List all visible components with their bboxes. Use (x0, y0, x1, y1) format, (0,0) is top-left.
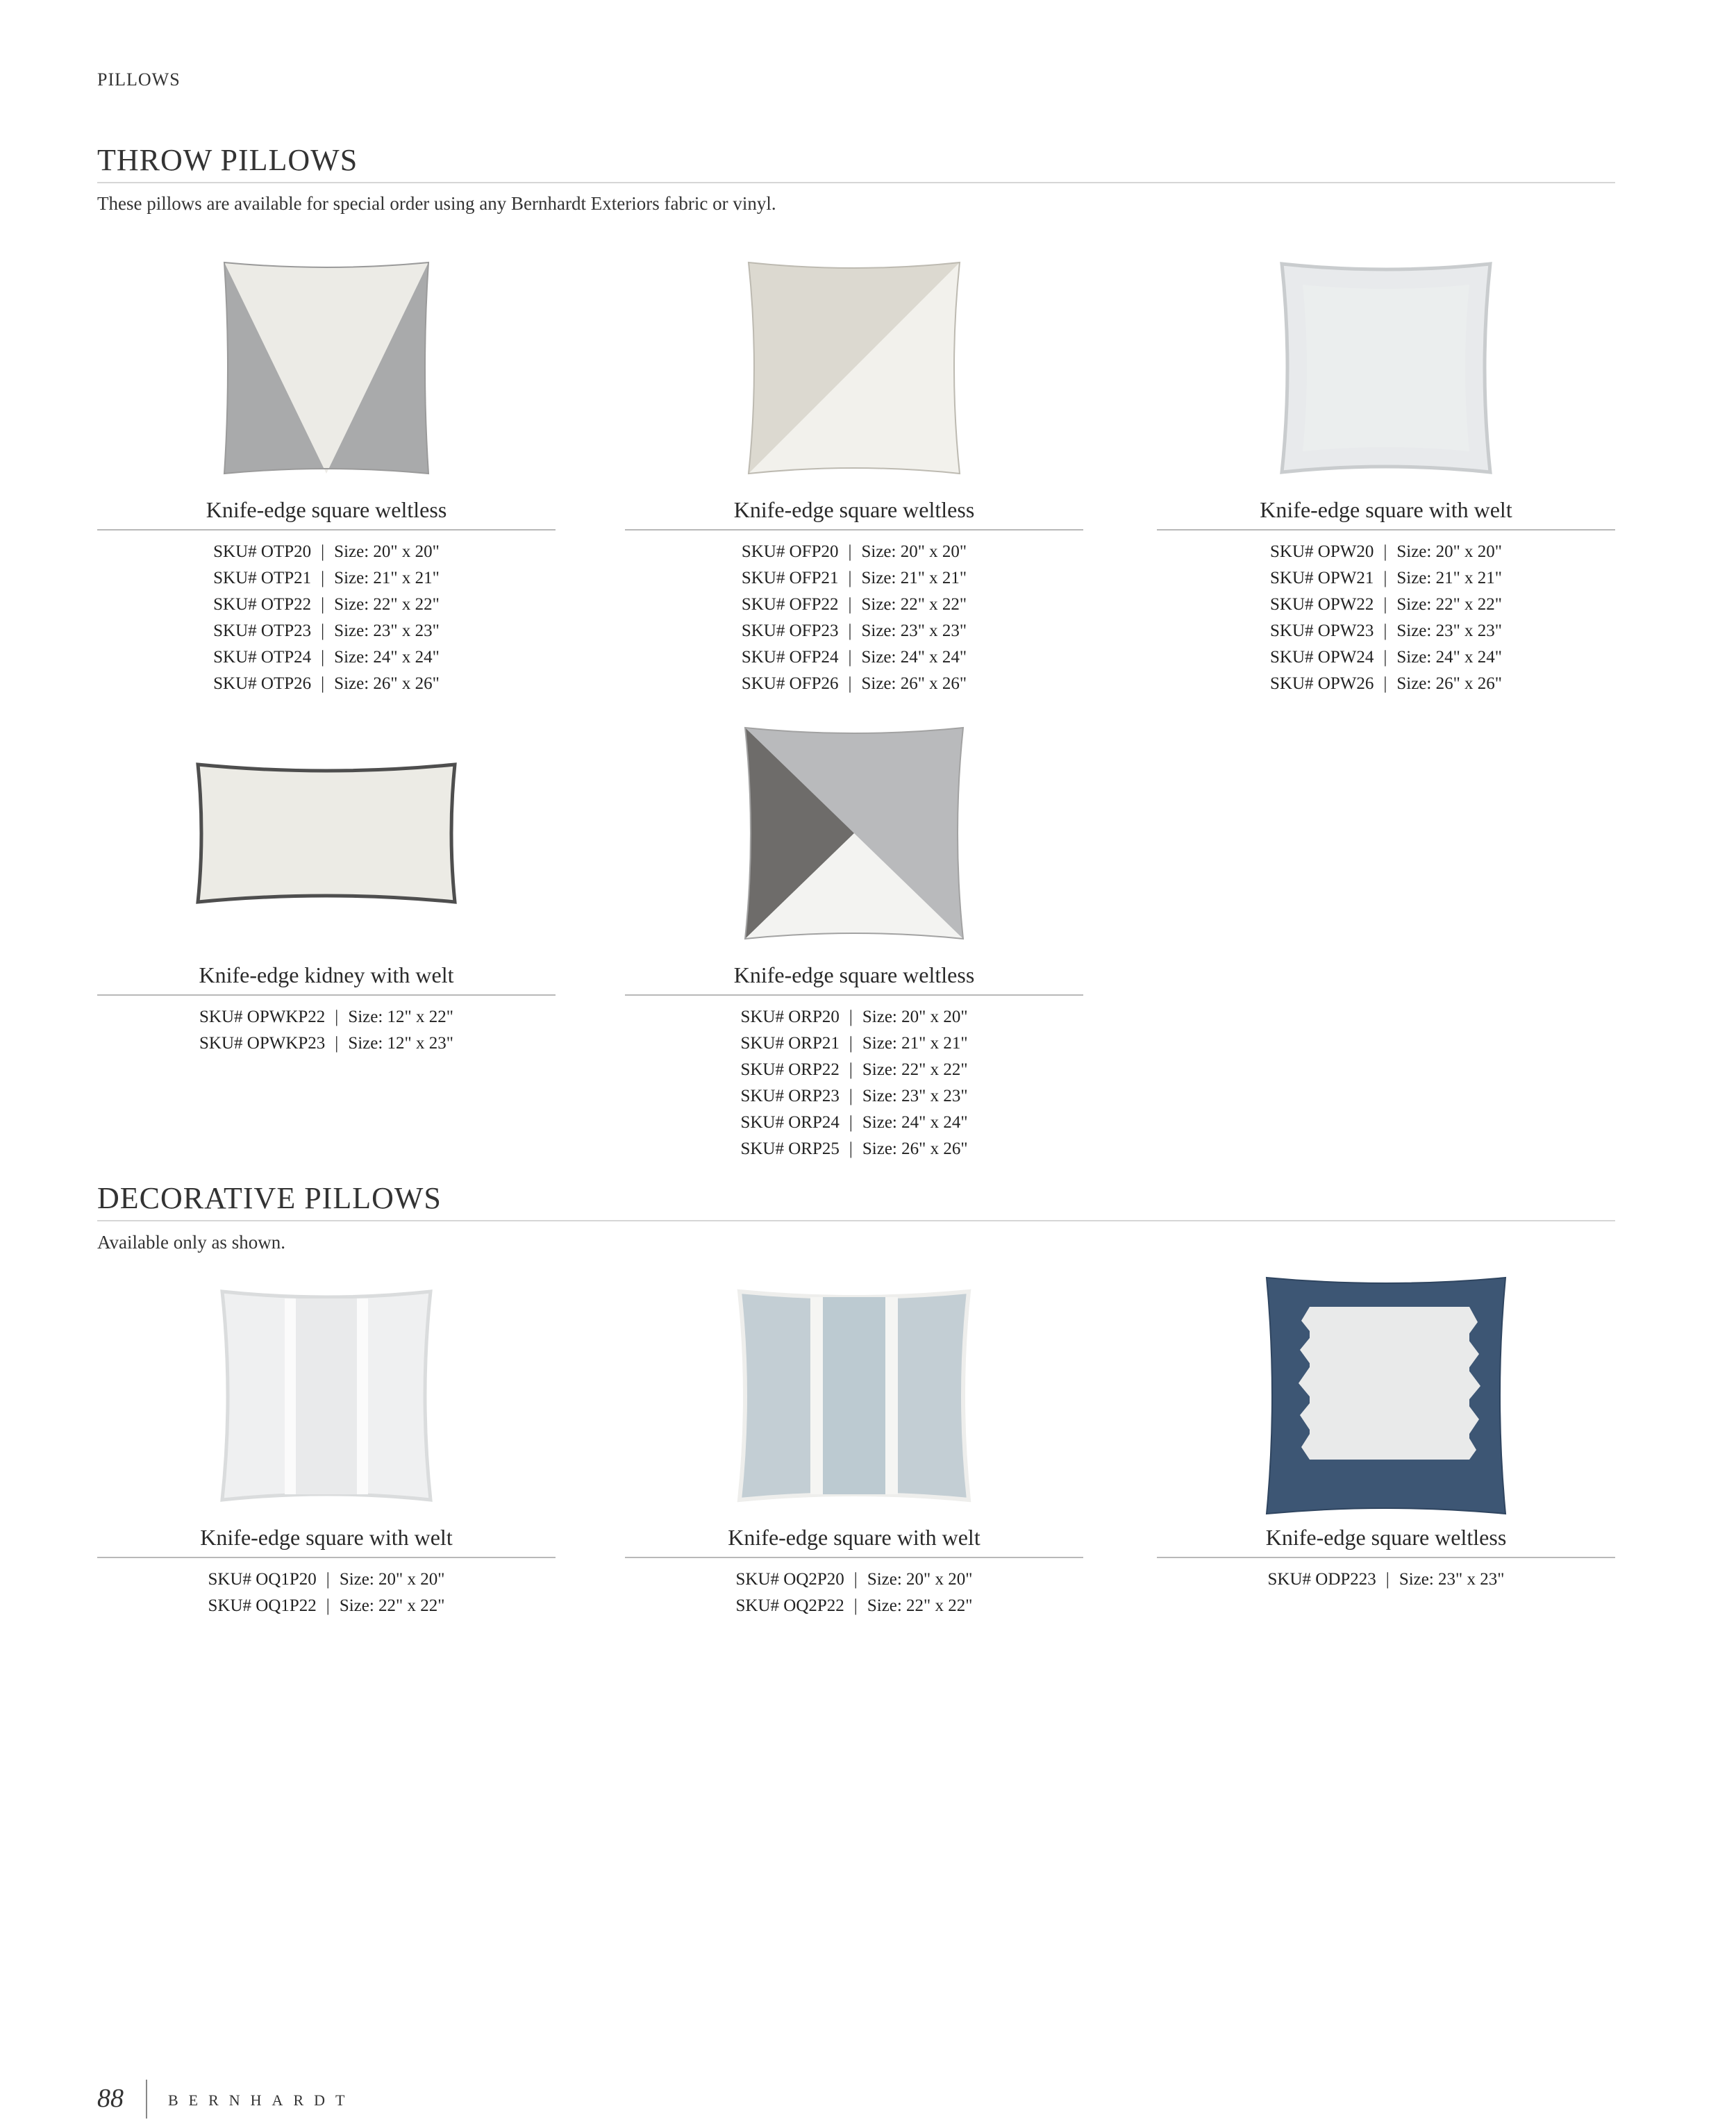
separator: | (321, 621, 325, 640)
separator: | (1383, 621, 1387, 640)
brand-wordmark: BERNHARDT (168, 2091, 356, 2109)
throw-pillows-title: THROW PILLOWS (97, 143, 358, 177)
sku-row (625, 644, 1083, 671)
pillow-ikat-navy-icon (1261, 1272, 1511, 1519)
product-rule (97, 1557, 556, 1558)
sku-row (625, 539, 1083, 565)
product-name: Knife-edge square with welt (200, 1525, 453, 1550)
sku-size: Size: 26" x 26" (861, 674, 967, 693)
sku-code: SKU# OTP23 (213, 621, 312, 640)
sku-code: SKU# OPWKP23 (199, 1034, 326, 1053)
pillow-image-oq2p (625, 1278, 1083, 1514)
sku-code: SKU# OTP24 (213, 648, 312, 667)
sku-row (1157, 1567, 1615, 1593)
separator: | (1383, 569, 1387, 587)
sku-code: SKU# OPW26 (1270, 674, 1374, 693)
separator: | (848, 569, 852, 587)
separator: | (848, 648, 852, 667)
separator: | (848, 674, 852, 693)
sku-row (1157, 618, 1615, 644)
separator: | (321, 648, 325, 667)
separator: | (849, 1060, 853, 1079)
separator: | (849, 1139, 853, 1158)
pillow-image-orp (625, 715, 1083, 951)
sku-code: SKU# ORP21 (740, 1034, 840, 1053)
separator: | (321, 542, 325, 561)
sku-row (625, 671, 1083, 697)
sku-code: SKU# OPW23 (1270, 621, 1374, 640)
sku-size: Size: 20" x 20" (334, 542, 440, 561)
sku-code: SKU# ORP25 (740, 1139, 840, 1158)
page-kicker: PILLOWS (97, 69, 181, 90)
pillow-diagonal-icon (743, 257, 965, 479)
pillow-kidney-icon (191, 753, 462, 913)
sku-row (97, 1567, 556, 1593)
sku-row (625, 1083, 1083, 1110)
decorative-pillows-title: DECORATIVE PILLOWS (97, 1181, 442, 1215)
separator: | (335, 1034, 339, 1053)
sku-row (1157, 671, 1615, 697)
sku-code: SKU# ORP20 (740, 1008, 840, 1026)
separator: | (321, 595, 325, 614)
pillow-striped-white-icon (215, 1285, 437, 1507)
sku-size: Size: 24" x 24" (861, 648, 967, 667)
sku-list (625, 1004, 1083, 1162)
sku-code: SKU# OTP22 (213, 595, 312, 614)
throw-pillows-rule (97, 182, 1615, 183)
sku-size: Size: 21" x 21" (334, 569, 440, 587)
pillow-triangle-panel-icon (740, 722, 969, 944)
separator: | (321, 569, 325, 587)
product-orp[interactable] (625, 715, 1083, 1162)
sku-size: Size: 22" x 22" (334, 595, 440, 614)
sku-code: SKU# ORP24 (740, 1113, 840, 1132)
sku-code: SKU# ORP22 (740, 1060, 840, 1079)
sku-row (625, 1004, 1083, 1030)
sku-code: SKU# OQ2P22 (735, 1596, 844, 1615)
separator: | (1383, 542, 1387, 561)
sku-code: SKU# ODP223 (1267, 1570, 1376, 1589)
separator: | (848, 595, 852, 614)
sku-list (97, 1004, 556, 1057)
sku-size: Size: 23" x 23" (1396, 621, 1502, 640)
sku-code: SKU# OPW22 (1270, 595, 1374, 614)
sku-code: SKU# OQ1P20 (208, 1570, 317, 1589)
footer-divider (146, 2080, 147, 2119)
sku-code: SKU# OFP20 (741, 542, 839, 561)
separator: | (321, 674, 325, 693)
sku-size: Size: 20" x 20" (862, 1008, 968, 1026)
sku-row (97, 592, 556, 618)
sku-size: Size: 12" x 23" (348, 1034, 453, 1053)
product-oq2p[interactable] (625, 1278, 1083, 1619)
pillow-welt-icon (1275, 257, 1497, 479)
sku-code: SKU# OFP21 (741, 569, 839, 587)
product-name: Knife-edge square weltless (733, 497, 975, 522)
product-name: Knife-edge kidney with welt (199, 962, 454, 987)
sku-row (1157, 539, 1615, 565)
pillow-image-ofp (625, 250, 1083, 486)
separator: | (335, 1008, 339, 1026)
decorative-pillows-subtitle: Available only as shown. (97, 1232, 285, 1253)
product-rule (1157, 529, 1615, 530)
sku-size: Size: 24" x 24" (334, 648, 440, 667)
product-rule (625, 1557, 1083, 1558)
pillow-image-opw (1157, 250, 1615, 486)
separator: | (849, 1008, 853, 1026)
sku-size: Size: 12" x 22" (348, 1008, 453, 1026)
product-rule (97, 994, 556, 996)
separator: | (849, 1087, 853, 1105)
product-name: Knife-edge square with welt (728, 1525, 980, 1550)
sku-size: Size: 23" x 23" (334, 621, 440, 640)
sku-row (625, 618, 1083, 644)
separator: | (848, 542, 852, 561)
decorative-pillows-rule (97, 1220, 1615, 1221)
sku-row (625, 592, 1083, 618)
sku-row (1157, 592, 1615, 618)
sku-size: Size: 22" x 22" (861, 595, 967, 614)
sku-code: SKU# OPWKP22 (199, 1008, 326, 1026)
separator: | (1383, 595, 1387, 614)
sku-list (625, 539, 1083, 697)
sku-size: Size: 20" x 20" (339, 1570, 445, 1589)
pillow-v-panel-icon (219, 257, 434, 479)
sku-size: Size: 22" x 22" (1396, 595, 1502, 614)
product-rule (1157, 1557, 1615, 1558)
sku-size: Size: 26" x 26" (1396, 674, 1502, 693)
sku-code: SKU# OQ1P22 (208, 1596, 317, 1615)
product-name: Knife-edge square with welt (1260, 497, 1512, 522)
product-name: Knife-edge square weltless (1265, 1525, 1507, 1550)
sku-size: Size: 22" x 22" (339, 1596, 445, 1615)
product-rule (97, 529, 556, 530)
sku-row (625, 1136, 1083, 1162)
sku-list (1157, 539, 1615, 697)
sku-size: Size: 22" x 22" (867, 1596, 973, 1615)
separator: | (853, 1596, 858, 1615)
sku-row (97, 539, 556, 565)
sku-list (625, 1567, 1083, 1619)
sku-size: Size: 21" x 21" (1396, 569, 1502, 587)
separator: | (849, 1113, 853, 1132)
sku-code: SKU# OTP21 (213, 569, 312, 587)
product-rule (625, 529, 1083, 530)
sku-row (1157, 565, 1615, 592)
sku-size: Size: 21" x 21" (862, 1034, 968, 1053)
sku-code: SKU# OFP24 (741, 648, 839, 667)
sku-list (97, 539, 556, 697)
sku-list (1157, 1567, 1615, 1593)
sku-row (97, 1593, 556, 1619)
sku-size: Size: 23" x 23" (862, 1087, 968, 1105)
sku-size: Size: 24" x 24" (1396, 648, 1502, 667)
product-otp[interactable] (97, 250, 556, 697)
sku-row (97, 644, 556, 671)
sku-row (97, 1004, 556, 1030)
throw-pillows-subtitle: These pillows are available for special order using any Bernhardt Exteriors fabric or vinyl. (97, 193, 776, 214)
product-ofp[interactable] (625, 250, 1083, 697)
sku-code: SKU# OTP20 (213, 542, 312, 561)
sku-code: SKU# OFP22 (741, 595, 839, 614)
sku-row (625, 1057, 1083, 1083)
sku-size: Size: 20" x 20" (1396, 542, 1502, 561)
separator: | (848, 621, 852, 640)
sku-code: SKU# OFP26 (741, 674, 839, 693)
page-number: 88 (97, 2084, 124, 2113)
product-rule (625, 994, 1083, 996)
sku-size: Size: 23" x 23" (1399, 1570, 1505, 1589)
product-name: Knife-edge square weltless (206, 497, 447, 522)
pillow-image-otp (97, 250, 556, 486)
sku-code: SKU# OTP26 (213, 674, 312, 693)
sku-size: Size: 20" x 20" (867, 1570, 973, 1589)
sku-code: SKU# OQ2P20 (735, 1570, 844, 1589)
product-opw[interactable] (1157, 250, 1615, 697)
sku-size: Size: 26" x 26" (862, 1139, 968, 1158)
sku-size: Size: 26" x 26" (334, 674, 440, 693)
pillow-image-odp (1157, 1278, 1615, 1514)
sku-code: SKU# ORP23 (740, 1087, 840, 1105)
product-opwkp[interactable] (97, 715, 556, 1057)
sku-code: SKU# OPW21 (1270, 569, 1374, 587)
sku-row (97, 671, 556, 697)
product-oq1p[interactable] (97, 1278, 556, 1619)
sku-size: Size: 22" x 22" (862, 1060, 968, 1079)
sku-row (625, 1030, 1083, 1057)
sku-row (625, 1593, 1083, 1619)
sku-code: SKU# OFP23 (741, 621, 839, 640)
sku-row (97, 1030, 556, 1057)
pillow-striped-blue-icon (733, 1285, 976, 1507)
sku-size: Size: 20" x 20" (861, 542, 967, 561)
sku-row (625, 1567, 1083, 1593)
pillow-image-opwkp (97, 715, 556, 951)
sku-row (97, 565, 556, 592)
sku-row (625, 565, 1083, 592)
sku-list (97, 1567, 556, 1619)
separator: | (1383, 648, 1387, 667)
separator: | (849, 1034, 853, 1053)
sku-size: Size: 24" x 24" (862, 1113, 968, 1132)
pillow-image-oq1p (97, 1278, 556, 1514)
separator: | (326, 1570, 330, 1589)
sku-row (625, 1110, 1083, 1136)
separator: | (326, 1596, 330, 1615)
separator: | (1383, 674, 1387, 693)
sku-row (1157, 644, 1615, 671)
sku-row (97, 618, 556, 644)
separator: | (853, 1570, 858, 1589)
product-odp[interactable] (1157, 1278, 1615, 1593)
sku-code: SKU# OPW20 (1270, 542, 1374, 561)
separator: | (1385, 1570, 1389, 1589)
sku-code: SKU# OPW24 (1270, 648, 1374, 667)
sku-size: Size: 21" x 21" (861, 569, 967, 587)
sku-size: Size: 23" x 23" (861, 621, 967, 640)
product-name: Knife-edge square weltless (733, 962, 975, 987)
